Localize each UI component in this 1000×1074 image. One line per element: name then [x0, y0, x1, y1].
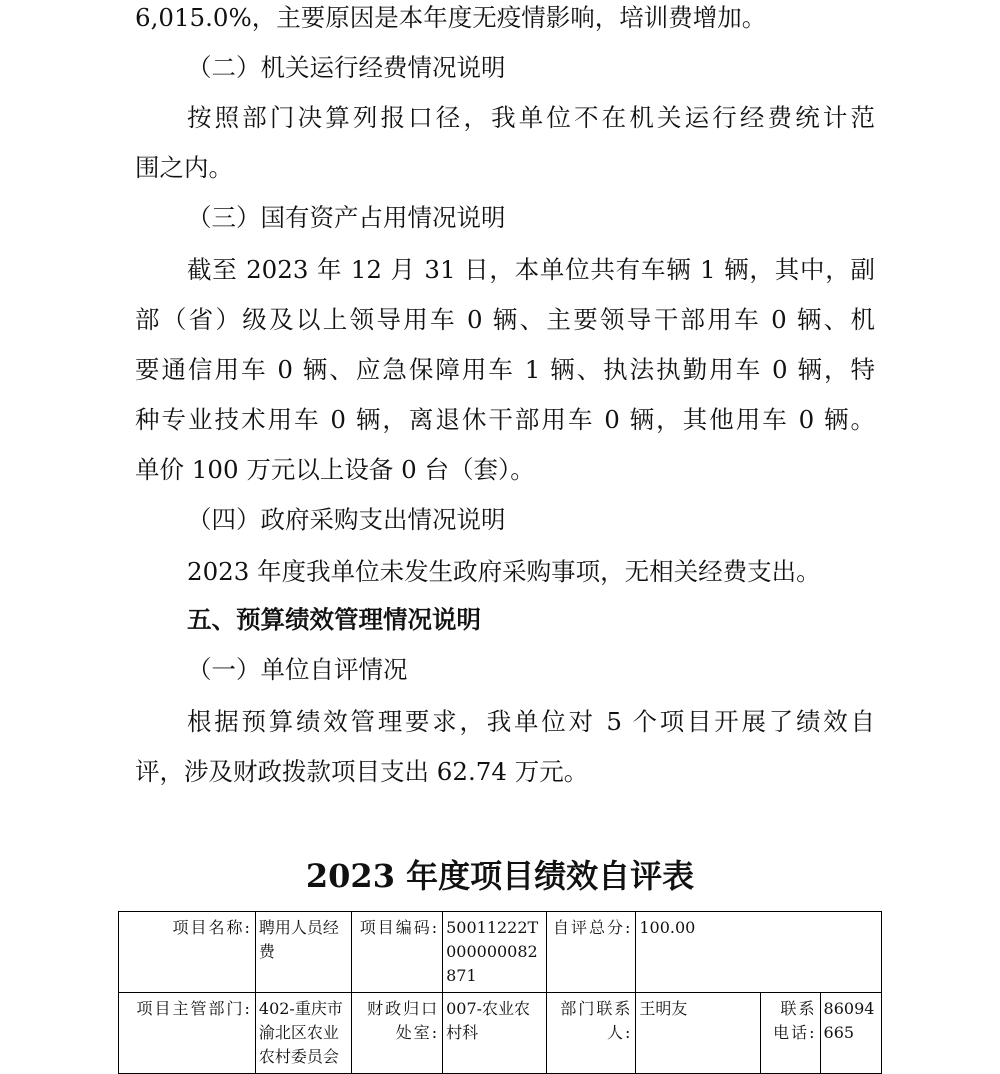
self-score-label: 自评总分:: [546, 912, 636, 993]
project-code-label: 项目编码:: [351, 912, 443, 993]
phone-value: 86094665: [820, 993, 881, 1074]
self-score-value: 100.00: [636, 912, 882, 993]
subheading: （三）国有资产占用情况说明: [187, 203, 506, 232]
performance-evaluation-table: [118, 911, 882, 1074]
project-name-label: 项目名称:: [119, 912, 256, 993]
paragraph-line: 评，涉及财政拨款项目支出 62.74 万元。: [135, 757, 589, 786]
paragraph-line: 2023 年度我单位未发生政府采购事项，无相关经费支出。: [187, 557, 821, 586]
paragraph-line: 根据预算绩效管理要求，我单位对 5 个项目开展了绩效自: [187, 707, 875, 736]
paragraph-line: 截至 2023 年 12 月 31 日，本单位共有车辆 1 辆，其中，副: [187, 255, 875, 284]
phone-label: 联系电话:: [761, 993, 820, 1074]
paragraph-line: 要通信用车 0 辆、应急保障用车 1 辆、执法执勤用车 0 辆，特: [135, 355, 875, 384]
project-name-value: 聘用人员经费: [255, 912, 351, 993]
dept-label: 项目主管部门:: [119, 993, 256, 1074]
office-value: 007-农业农村科: [443, 993, 547, 1074]
contact-value: 王明友: [636, 993, 761, 1074]
dept-value: 402-重庆市渝北区农业农村委员会: [255, 993, 351, 1074]
paragraph-line: 种专业技术用车 0 辆，离退休干部用车 0 辆，其他用车 0 辆。: [135, 405, 875, 434]
paragraph-line: 单价 100 万元以上设备 0 台（套）。: [135, 455, 535, 484]
table-row: [119, 912, 882, 993]
paragraph-line: 部（省）级及以上领导用车 0 辆、主要领导干部用车 0 辆、机: [135, 305, 875, 334]
project-code-value: 50011222T000000082871: [443, 912, 547, 993]
subheading: （一）单位自评情况: [187, 655, 408, 684]
office-label: 财政归口处室:: [351, 993, 443, 1074]
section-heading: 五、预算绩效管理情况说明: [187, 605, 481, 634]
subheading: （二）机关运行经费情况说明: [187, 53, 506, 82]
table-row: [119, 993, 882, 1074]
subheading: （四）政府采购支出情况说明: [187, 505, 506, 534]
paragraph-line: 6,015.0%，主要原因是本年度无疫情影响，培训费增加。: [135, 3, 767, 32]
contact-label: 部门联系人:: [546, 993, 636, 1074]
paragraph-line: 围之内。: [135, 153, 233, 182]
table-title: 2023 年度项目绩效自评表: [305, 857, 695, 895]
paragraph-line: 按照部门决算列报口径，我单位不在机关运行经费统计范: [187, 103, 875, 132]
